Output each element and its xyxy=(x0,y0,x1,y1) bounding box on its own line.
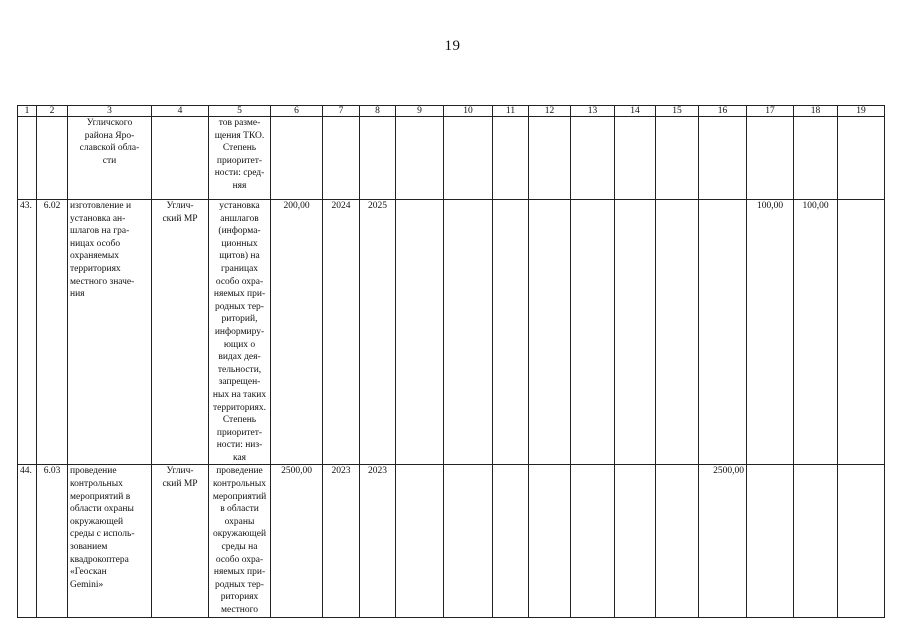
table-row xyxy=(18,200,885,465)
table-row-continued xyxy=(18,117,885,200)
column-header: 3 xyxy=(68,106,152,117)
row-description: установка аншлагов (информа- ционных щитов) на границах особо охра- няемых при- родных тер- риторий, информиру- ющих о видах дея- тельности, запрещен- ных на таких территориях. Степень приоритет- ности: низ- кая xyxy=(209,200,271,465)
column-header: 7 xyxy=(323,106,360,117)
column-number-header xyxy=(18,106,885,117)
row-executor: Углич- ский МР xyxy=(152,465,209,617)
row-col18 xyxy=(794,465,838,617)
row-col16 xyxy=(699,200,747,465)
row-name: изготовление и установка ан- шлагов на гра- ницах особо охраняемых территориях местного значе- ния xyxy=(68,200,152,465)
row-col17: 100,00 xyxy=(747,200,794,465)
column-header: 2 xyxy=(37,106,68,117)
column-header: 8 xyxy=(360,106,396,117)
row-code: 6.02 xyxy=(37,200,68,465)
row-amount: 200,00 xyxy=(271,200,323,465)
row-description: проведение контрольных мероприятий в области охраны окружающей среды на особо охра- няемых при- родных тер- риториях местного xyxy=(209,465,271,617)
row-col16: 2500,00 xyxy=(699,465,747,617)
row-col18: 100,00 xyxy=(794,200,838,465)
continued-name-cell: Угличского района Яро- славской обла- сти xyxy=(68,117,152,200)
row-number: 44. xyxy=(18,465,37,617)
column-header: 14 xyxy=(615,106,656,117)
column-header: 19 xyxy=(838,106,885,117)
row-executor: Углич- ский МР xyxy=(152,200,209,465)
column-header: 18 xyxy=(794,106,838,117)
column-header: 17 xyxy=(747,106,794,117)
program-table xyxy=(17,105,885,618)
page-number: 19 xyxy=(444,38,461,54)
column-header: 15 xyxy=(656,106,699,117)
column-header: 13 xyxy=(571,106,615,117)
column-header: 10 xyxy=(444,106,493,117)
row-year-start: 2024 xyxy=(323,200,360,465)
column-header: 12 xyxy=(529,106,571,117)
row-year-start: 2023 xyxy=(323,465,360,617)
row-code: 6.03 xyxy=(37,465,68,617)
table-row xyxy=(18,465,885,617)
column-header: 11 xyxy=(493,106,529,117)
column-header: 4 xyxy=(152,106,209,117)
row-amount: 2500,00 xyxy=(271,465,323,617)
row-year-end: 2023 xyxy=(360,465,396,617)
row-col17 xyxy=(747,465,794,617)
column-header: 1 xyxy=(18,106,37,117)
continued-description-cell: тов разме- щения ТКО. Степень приоритет- ности: сред- няя xyxy=(209,117,271,200)
column-header: 6 xyxy=(271,106,323,117)
column-header: 16 xyxy=(699,106,747,117)
row-name: проведение контрольных мероприятий в области охраны окружающей среды с исполь- зованием квадрокоптера «Геоскан Gemini» xyxy=(68,465,152,617)
column-header: 9 xyxy=(396,106,444,117)
row-year-end: 2025 xyxy=(360,200,396,465)
column-header: 5 xyxy=(209,106,271,117)
row-number: 43. xyxy=(18,200,37,465)
